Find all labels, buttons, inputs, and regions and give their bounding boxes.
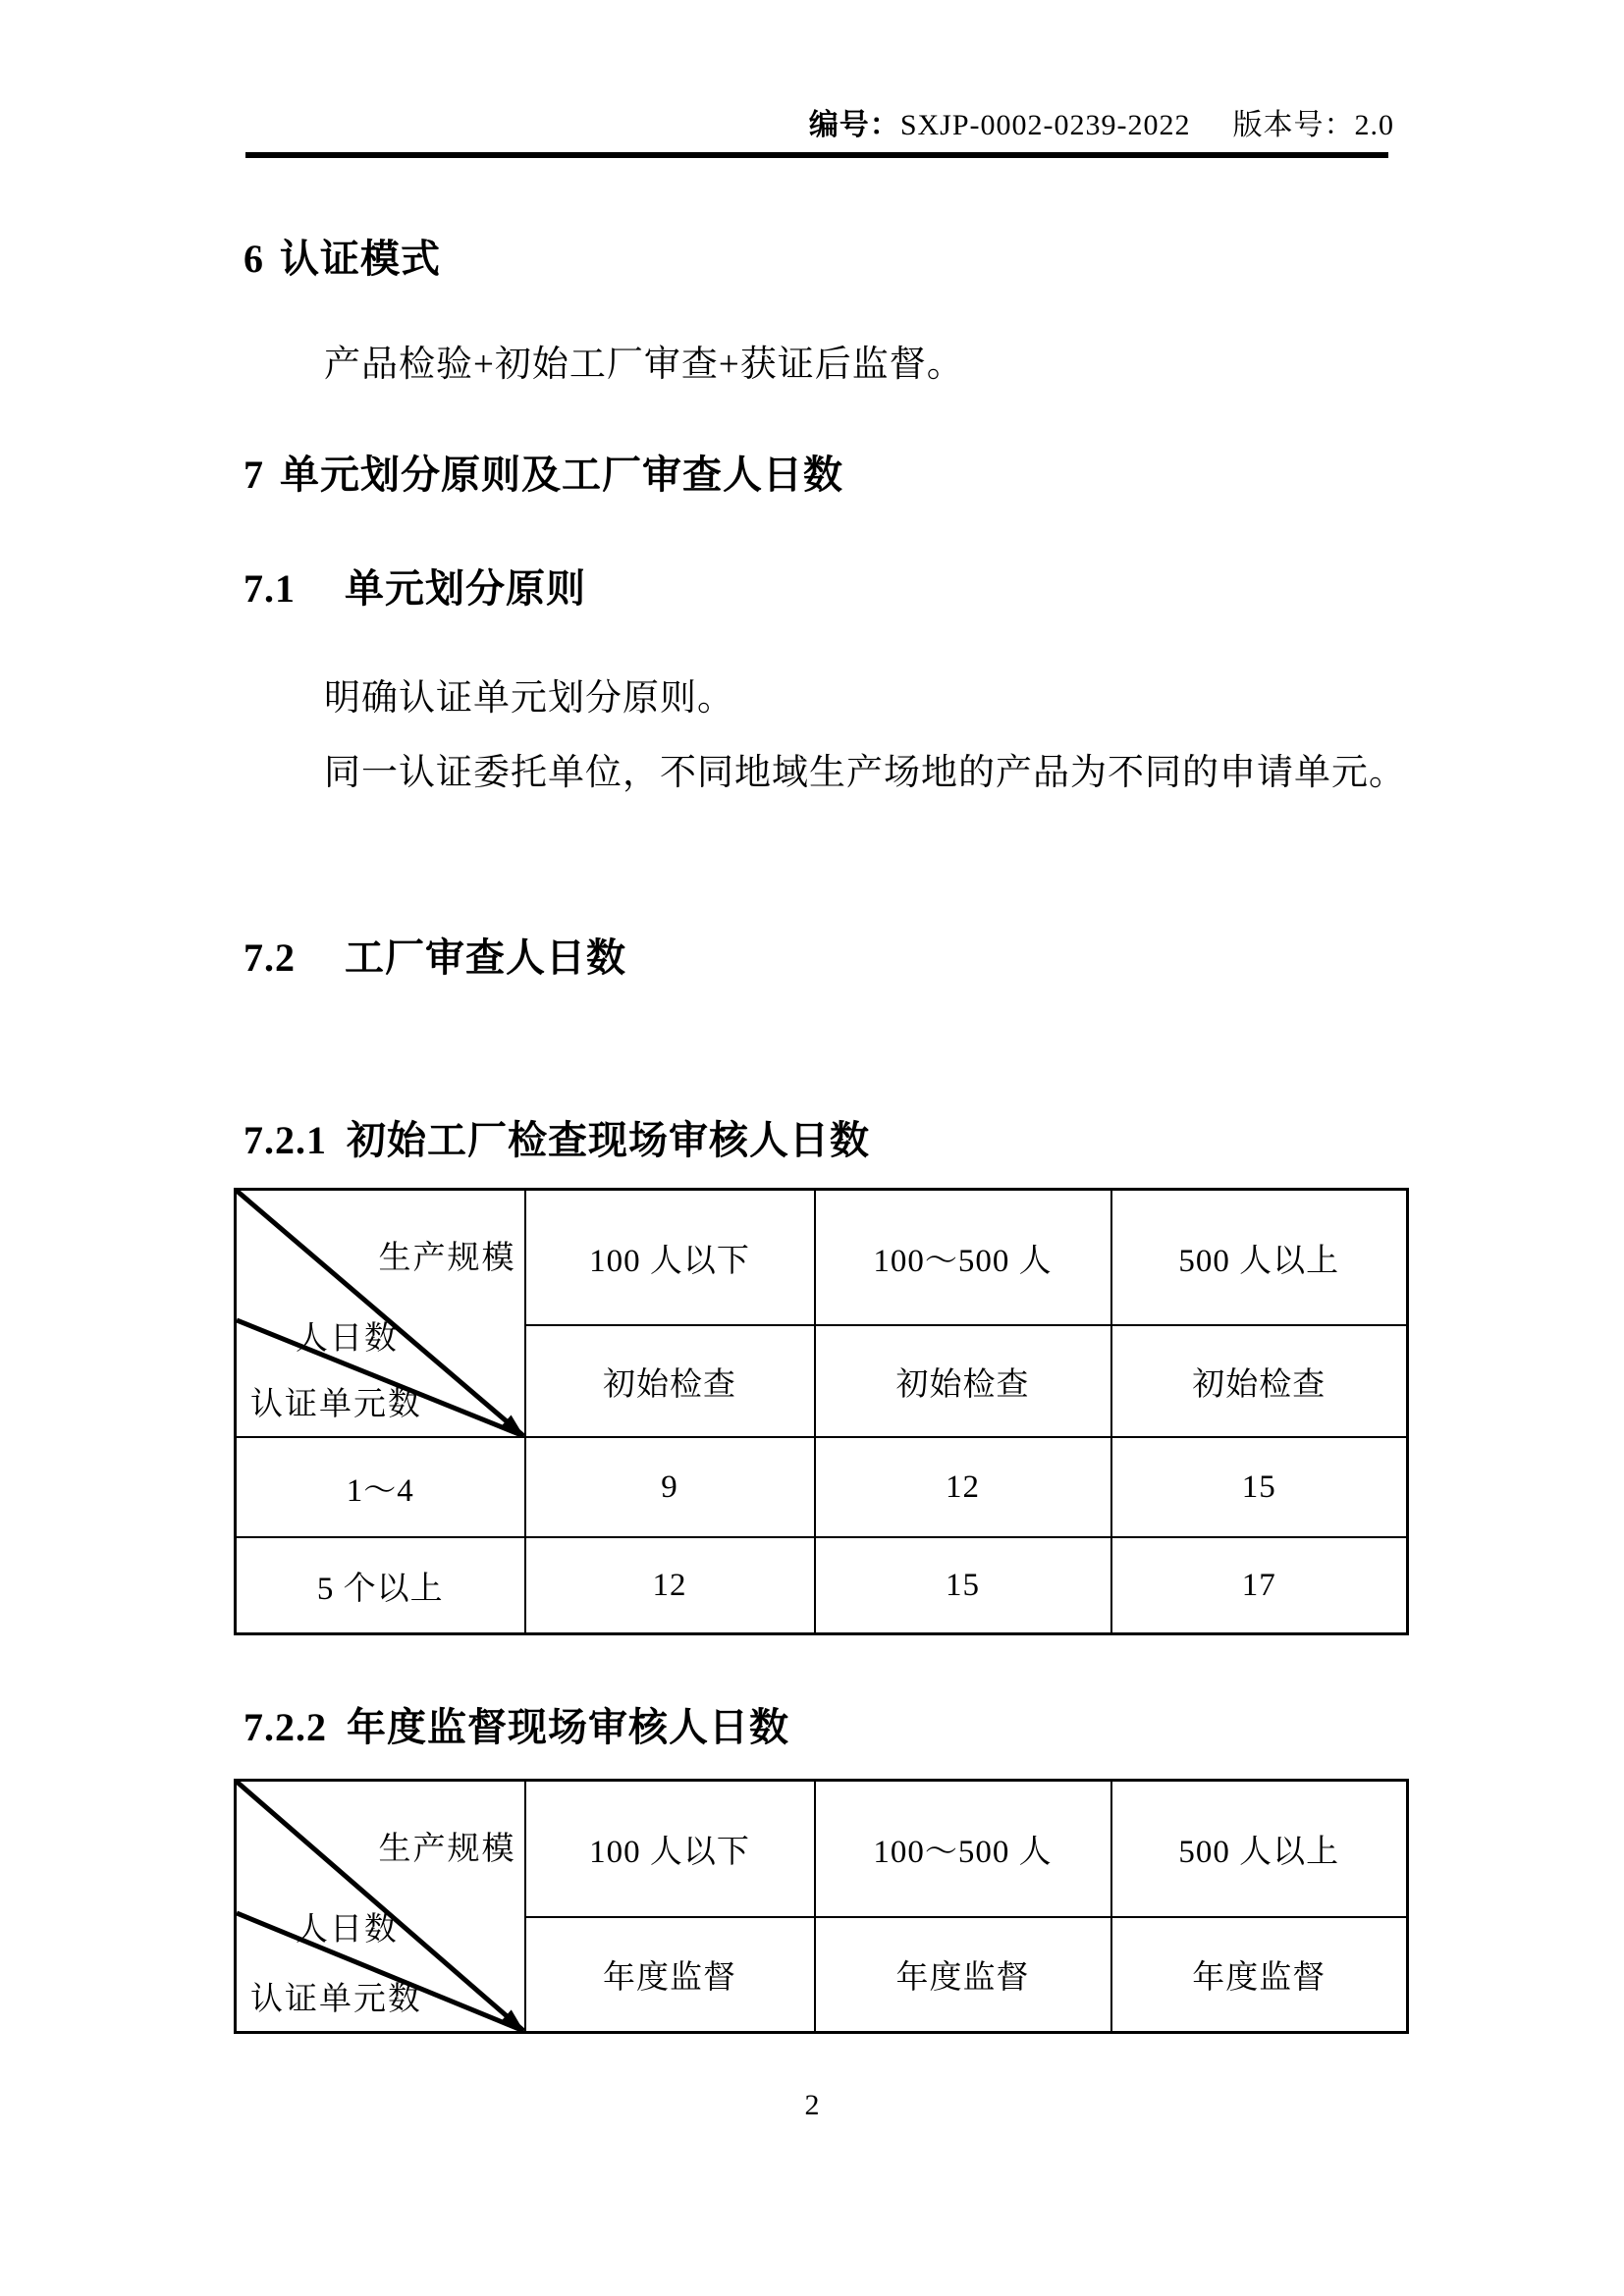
- heading-7-2-title: 工厂审查人日数: [345, 935, 626, 980]
- heading-7-1-number: 7.1: [244, 566, 296, 611]
- doc-version-label: 版本号：: [1232, 109, 1355, 141]
- doc-code-label: 编号：: [808, 109, 900, 141]
- corner-label-unit-count: 认证单元数: [250, 1982, 422, 2017]
- heading-7-2-1-number: 7.2.1: [244, 1118, 327, 1162]
- heading-7-2-1: [244, 1109, 870, 1165]
- corner-label-production-scale: 生产规模: [378, 1832, 516, 1867]
- paragraph-certification-mode: 产品检验+初始工厂审查+获证后监督。: [324, 345, 964, 385]
- heading-7-2-2-number: 7.2.2: [244, 1705, 327, 1749]
- sub-header: 年度监督: [1111, 1917, 1408, 2033]
- annual-supervision-table: [234, 1779, 1409, 2034]
- col-header: 100 人以下: [525, 1190, 815, 1326]
- doc-code-value: SXJP-0002-0239-2022: [899, 109, 1191, 141]
- heading-7-2-number: 7.2: [244, 935, 296, 980]
- col-header: 500 人以上: [1111, 1190, 1408, 1326]
- heading-7: [244, 444, 843, 500]
- sub-header: 初始检查: [525, 1325, 815, 1437]
- row-label: 5 个以上: [236, 1537, 525, 1634]
- sub-header: 年度监督: [525, 1917, 815, 2033]
- heading-6-number: 6: [244, 237, 264, 281]
- corner-label-production-scale: 生产规模: [378, 1241, 516, 1276]
- cell-value: 12: [525, 1537, 815, 1634]
- heading-7-2-1-title: 初始工厂检查现场审核人日数: [347, 1118, 870, 1162]
- header-rule: [245, 152, 1388, 158]
- heading-7-number: 7: [244, 453, 264, 497]
- cell-value: 9: [525, 1437, 815, 1537]
- col-header: 100 人以下: [525, 1781, 815, 1918]
- cell-value: 12: [815, 1437, 1111, 1537]
- paragraph-unit-division-1: 明确认证单元划分原则。: [324, 678, 734, 719]
- row-label: 1～4: [236, 1437, 525, 1537]
- table-row: [236, 1537, 1408, 1634]
- page-number: 2: [804, 2089, 820, 2121]
- corner-header-cell: [236, 1190, 525, 1438]
- heading-7-1-title: 单元划分原则: [345, 566, 586, 611]
- sub-header: 初始检查: [1111, 1325, 1408, 1437]
- initial-inspection-table: [234, 1188, 1409, 1635]
- corner-label-man-days: 人日数: [296, 1321, 399, 1357]
- heading-6: [244, 228, 441, 284]
- sub-header: 初始检查: [815, 1325, 1111, 1437]
- corner-label-unit-count: 认证单元数: [250, 1387, 422, 1422]
- corner-header-cell: [236, 1781, 525, 2033]
- heading-6-title: 认证模式: [280, 237, 441, 281]
- heading-7-2-2: [244, 1696, 789, 1752]
- cell-value: 17: [1111, 1537, 1408, 1634]
- paragraph-unit-division-2: 同一认证委托单位，不同地域生产场地的产品为不同的申请单元。: [324, 753, 1406, 793]
- doc-header: [809, 108, 1394, 143]
- cell-value: 15: [815, 1537, 1111, 1634]
- corner-label-man-days: 人日数: [296, 1912, 399, 1948]
- doc-version-value: 2.0: [1354, 109, 1394, 141]
- heading-7-1: [244, 558, 586, 614]
- heading-7-2-2-title: 年度监督现场审核人日数: [347, 1705, 789, 1749]
- col-header: 100～500 人: [815, 1190, 1111, 1326]
- heading-7-title: 单元划分原则及工厂审查人日数: [280, 453, 843, 497]
- heading-7-2: [244, 927, 626, 983]
- cell-value: 15: [1111, 1437, 1408, 1537]
- table-row: [236, 1437, 1408, 1537]
- col-header: 100～500 人: [815, 1781, 1111, 1918]
- sub-header: 年度监督: [815, 1917, 1111, 2033]
- col-header: 500 人以上: [1111, 1781, 1408, 1918]
